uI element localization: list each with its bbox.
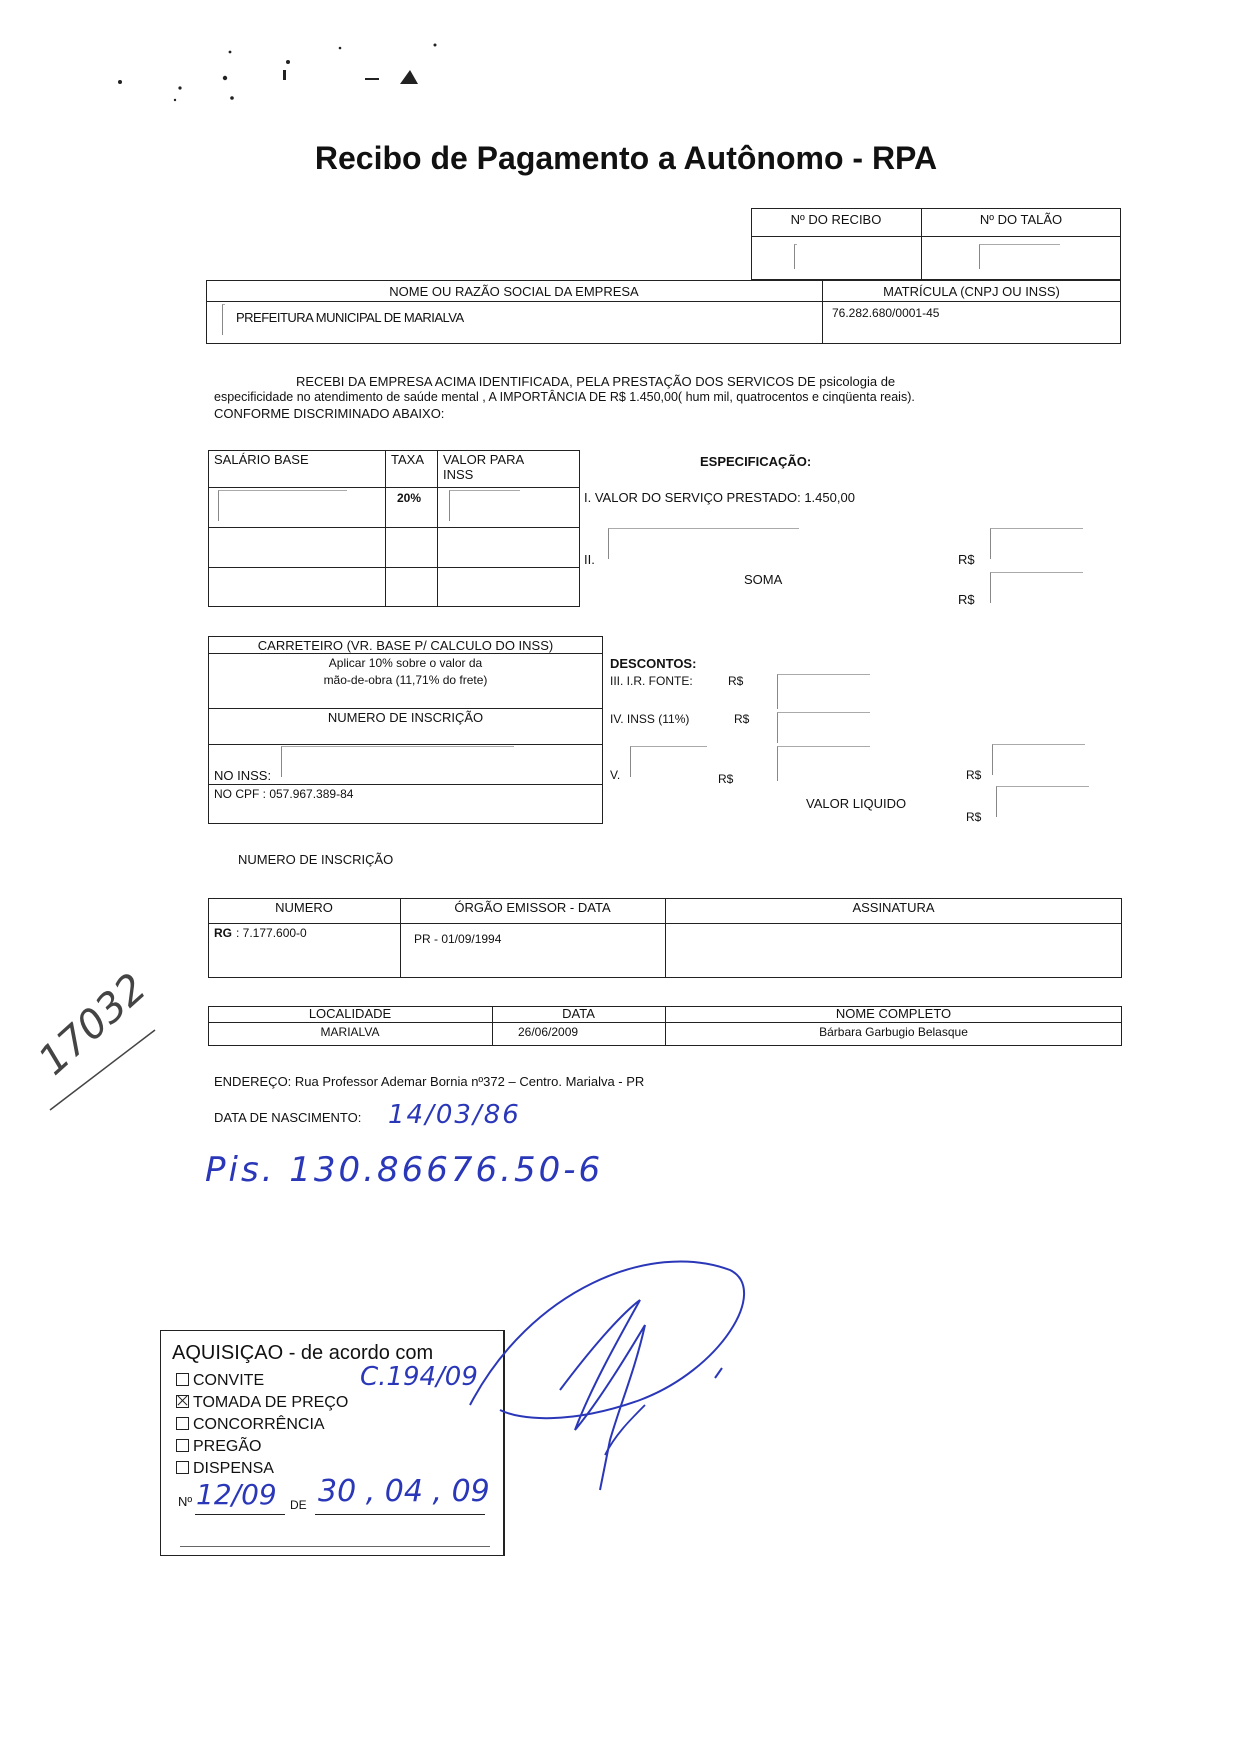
nascimento-handwritten: 14/03/86 <box>388 1100 521 1130</box>
rs-2: R$ <box>958 592 975 607</box>
carreteiro-heading: CARRETEIRO (VR. BASE P/ CALCULO DO INSS) <box>257 638 554 653</box>
stamp-title: AQUISIÇAO - de acordo com <box>172 1342 434 1364</box>
localidade-value: MARIALVA <box>320 1025 380 1039</box>
stamp-date-handwritten: 30 , 04 , 09 <box>318 1474 490 1509</box>
convite-number-handwritten: C.194/09 <box>360 1362 478 1392</box>
ir-fonte-rs: R$ <box>728 674 744 688</box>
empresa-matricula-label: MATRÍCULA (CNPJ OU INSS) <box>883 284 1060 299</box>
especificacao-item1: I. VALOR DO SERVIÇO PRESTADO: 1.450,00 <box>584 490 855 505</box>
orgao-value: PR - 01/09/1994 <box>414 932 502 946</box>
localidade-label: LOCALIDADE <box>308 1006 392 1021</box>
stamp-pregao-label: PREGÃO <box>193 1438 262 1455</box>
stamp-pregao <box>176 1438 261 1456</box>
liquido-rs: R$ <box>966 810 982 824</box>
rs-1: R$ <box>958 552 975 567</box>
signature-scribble <box>440 1230 760 1530</box>
especificacao-item2: II. <box>584 552 595 567</box>
nome-completo-label: NOME COMPLETO <box>835 1006 952 1021</box>
carreteiro-line2: mão-de-obra (11,71% do frete) <box>323 673 488 687</box>
especificacao-heading: ESPECIFICAÇÃO: <box>700 454 812 469</box>
checkbox-tomada[interactable] <box>176 1395 189 1408</box>
empresa-nome-label: NOME OU RAZÃO SOCIAL DA EMPRESA <box>389 284 639 299</box>
margin-slash-graphic <box>40 1015 160 1115</box>
margin-slash <box>40 1015 160 1115</box>
checkbox-dispensa[interactable] <box>176 1461 189 1474</box>
no-cpf-value: NO CPF : 057.967.389-84 <box>214 787 354 801</box>
no-inss-label: NO INSS: <box>214 768 272 783</box>
nome-completo-value: Bárbara Garbugio Belasque <box>819 1025 968 1039</box>
checkbox-pregao[interactable] <box>176 1439 189 1452</box>
rs-right: R$ <box>966 768 982 782</box>
data-value: 26/06/2009 <box>518 1025 579 1039</box>
numero-inscricao-label: NUMERO DE INSCRIÇÃO <box>238 852 394 867</box>
empresa-nome-value: PREFEITURA MUNICIPAL DE MARIALVA <box>236 310 464 325</box>
assinatura-label: ASSINATURA <box>852 900 935 915</box>
numero-label: NUMERO <box>275 900 333 915</box>
declaracao-line1: RECEBI DA EMPRESA ACIMA IDENTIFICADA, PELA PRESTAÇÃO DOS SERVICOS DE psicologia de <box>296 374 896 389</box>
stamp-dispensa-label: DISPENSA <box>193 1460 274 1477</box>
assinatura-field[interactable] <box>668 926 1118 974</box>
empresa-matricula-value: 76.282.680/0001-45 <box>832 306 940 320</box>
stamp-no-label: Nº <box>178 1494 193 1509</box>
descontos-heading: DESCONTOS: <box>610 656 697 671</box>
stamp-tomada-label: TOMADA DE PREÇO <box>193 1394 349 1411</box>
n-talao-label: Nº DO TALÃO <box>979 212 1063 227</box>
page-title: Recibo de Pagamento a Autônomo - RPA <box>314 140 938 176</box>
v-label: V. <box>610 768 621 782</box>
signature-graphic <box>440 1230 760 1530</box>
v-rs: R$ <box>718 772 734 786</box>
rg-label: RG <box>214 926 232 940</box>
soma-label: SOMA <box>744 572 783 587</box>
stamp-dispensa <box>176 1460 274 1478</box>
valor-liquido-label: VALOR LIQUIDO <box>806 796 907 811</box>
valor-para-inss-label: VALOR PARA INSS <box>443 452 524 482</box>
data-label: DATA <box>562 1006 595 1021</box>
endereco: ENDEREÇO: Rua Professor Ademar Bornia nº372 – Centro. Marialva - PR <box>214 1074 645 1089</box>
nascimento-label: DATA DE NASCIMENTO: <box>214 1110 362 1125</box>
stamp-convite <box>176 1372 264 1390</box>
scan-specks <box>100 40 540 110</box>
stamp-number-handwritten: 12/09 <box>196 1478 277 1511</box>
stamp-concorrencia <box>176 1416 325 1434</box>
inss-11-label: IV. INSS (11%) <box>610 712 690 726</box>
n-recibo-field[interactable] <box>755 240 917 276</box>
ir-fonte-label: III. I.R. FONTE: <box>610 674 693 688</box>
pis-handwritten: Pis. 130.86676.50-6 <box>205 1150 604 1190</box>
orgao-label: ÓRGÃO EMISSOR - DATA <box>454 900 611 915</box>
inss-11-rs: R$ <box>734 712 750 726</box>
declaracao-line3: CONFORME DISCRIMINADO ABAIXO: <box>214 406 445 421</box>
scan-specks-graphic <box>100 40 540 110</box>
stamp-concorrencia-label: CONCORRÊNCIA <box>193 1416 325 1433</box>
rg-value: : 7.177.600-0 <box>236 926 307 940</box>
carreteiro-inscricao: NUMERO DE INSCRIÇÃO <box>327 710 484 725</box>
taxa-value: 20% <box>397 491 422 505</box>
stamp-de-label: DE <box>290 1498 307 1512</box>
salario-base-label: SALÁRIO BASE <box>214 452 309 467</box>
n-recibo-label: Nº DO RECIBO <box>790 212 882 227</box>
checkbox-concorrencia[interactable] <box>176 1417 189 1430</box>
stamp-tomada <box>176 1394 348 1412</box>
stamp-convite-label: CONVITE <box>193 1372 265 1389</box>
declaracao-line2: especificidade no atendimento de saúde mental , A IMPORTÂNCIA DE R$ 1.450,00( hum mil, quatrocentos e cinqüenta reais). <box>214 390 915 404</box>
carreteiro-line1: Aplicar 10% sobre o valor da <box>328 656 483 670</box>
margin-note-handwritten: 17032 <box>30 964 156 1085</box>
taxa-label: TAXA <box>391 452 424 467</box>
checkbox-convite[interactable] <box>176 1373 189 1386</box>
